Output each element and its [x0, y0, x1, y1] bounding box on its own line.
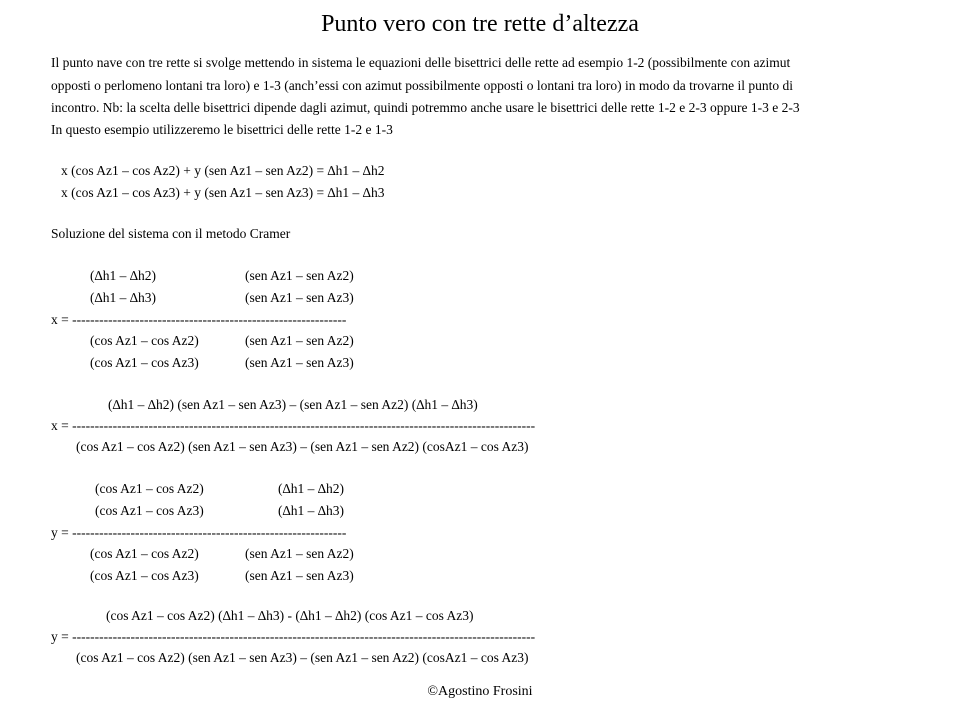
- x-det-num-r1c2: (sen Az1 – sen Az2): [245, 268, 354, 283]
- solution-heading: Soluzione del sistema con il metodo Cramer: [51, 226, 291, 241]
- x-det-den-r2c1: (cos Az1 – cos Az3): [90, 355, 199, 370]
- x-det-den-r1c2: (sen Az1 – sen Az2): [245, 333, 354, 348]
- y-det-num-r2c2: (∆h1 – ∆h3): [278, 503, 345, 518]
- x-det-den-r1c1: (cos Az1 – cos Az2): [90, 333, 199, 348]
- x-det-num-r2c1: (∆h1 – ∆h3): [90, 290, 157, 305]
- y-expanded-numerator: (cos Az1 – cos Az2) (∆h1 – ∆h3) - (∆h1 – ∆h2) (cos Az1 – cos Az3): [106, 608, 474, 623]
- copyright-footer: ©Agostino Frosini: [427, 684, 533, 699]
- equation-1: x (cos Az1 – cos Az2) + y (sen Az1 – sen Az2) = ∆h1 – ∆h2: [61, 163, 385, 178]
- page-title: Punto vero con tre rette d’altezza: [321, 11, 639, 37]
- y-det-den-r1c1: (cos Az1 – cos Az2): [90, 546, 199, 561]
- y-expanded-fraction-line: y = -------------------------------------------------------------------------------------------------------: [51, 629, 536, 644]
- x-det-fraction-line: x = -------------------------------------------------------------: [51, 312, 347, 327]
- intro-line-4: In questo esempio utilizzeremo le bisettrici delle rette 1-2 e 1-3: [51, 122, 393, 137]
- y-det-num-r1c2: (∆h1 – ∆h2): [278, 481, 345, 496]
- y-det-num-r1c1: (cos Az1 – cos Az2): [95, 481, 204, 496]
- x-expanded-numerator: (∆h1 – ∆h2) (sen Az1 – sen Az3) – (sen Az1 – sen Az2) (∆h1 – ∆h3): [108, 397, 478, 412]
- equation-2: x (cos Az1 – cos Az3) + y (sen Az1 – sen Az3) = ∆h1 – ∆h3: [61, 185, 385, 200]
- x-expanded-denominator: (cos Az1 – cos Az2) (sen Az1 – sen Az3) – (sen Az1 – sen Az2) (cosAz1 – cos Az3): [76, 439, 529, 454]
- x-det-den-r2c2: (sen Az1 – sen Az3): [245, 355, 354, 370]
- x-det-num-r1c1: (∆h1 – ∆h2): [90, 268, 157, 283]
- intro-line-2: opposti o perlomeno lontani tra loro) e 1-3 (anch’essi con azimut possibilmente opposti o lontani tra loro) in modo da trovarne il punto di: [51, 78, 793, 93]
- y-expanded-denominator: (cos Az1 – cos Az2) (sen Az1 – sen Az3) – (sen Az1 – sen Az2) (cosAz1 – cos Az3): [76, 650, 529, 665]
- intro-line-1: Il punto nave con tre rette si svolge mettendo in sistema le equazioni delle bisettrici delle rette ad esempio 1-2 (possibilmente con azimut: [51, 55, 791, 70]
- y-det-num-r2c1: (cos Az1 – cos Az3): [95, 503, 204, 518]
- y-det-den-r2c2: (sen Az1 – sen Az3): [245, 568, 354, 583]
- intro-line-3: incontro. Nb: la scelta delle bisettrici dipende dagli azimut, quindi potremmo anche usare le bisettrici delle rette 1-2 e 2-3 oppure 1-3 e 2-3: [51, 100, 800, 115]
- y-det-den-r2c1: (cos Az1 – cos Az3): [90, 568, 199, 583]
- x-expanded-fraction-line: x = -------------------------------------------------------------------------------------------------------: [51, 418, 536, 433]
- y-det-fraction-line: y = -------------------------------------------------------------: [51, 525, 347, 540]
- y-det-den-r1c2: (sen Az1 – sen Az2): [245, 546, 354, 561]
- x-det-num-r2c2: (sen Az1 – sen Az3): [245, 290, 354, 305]
